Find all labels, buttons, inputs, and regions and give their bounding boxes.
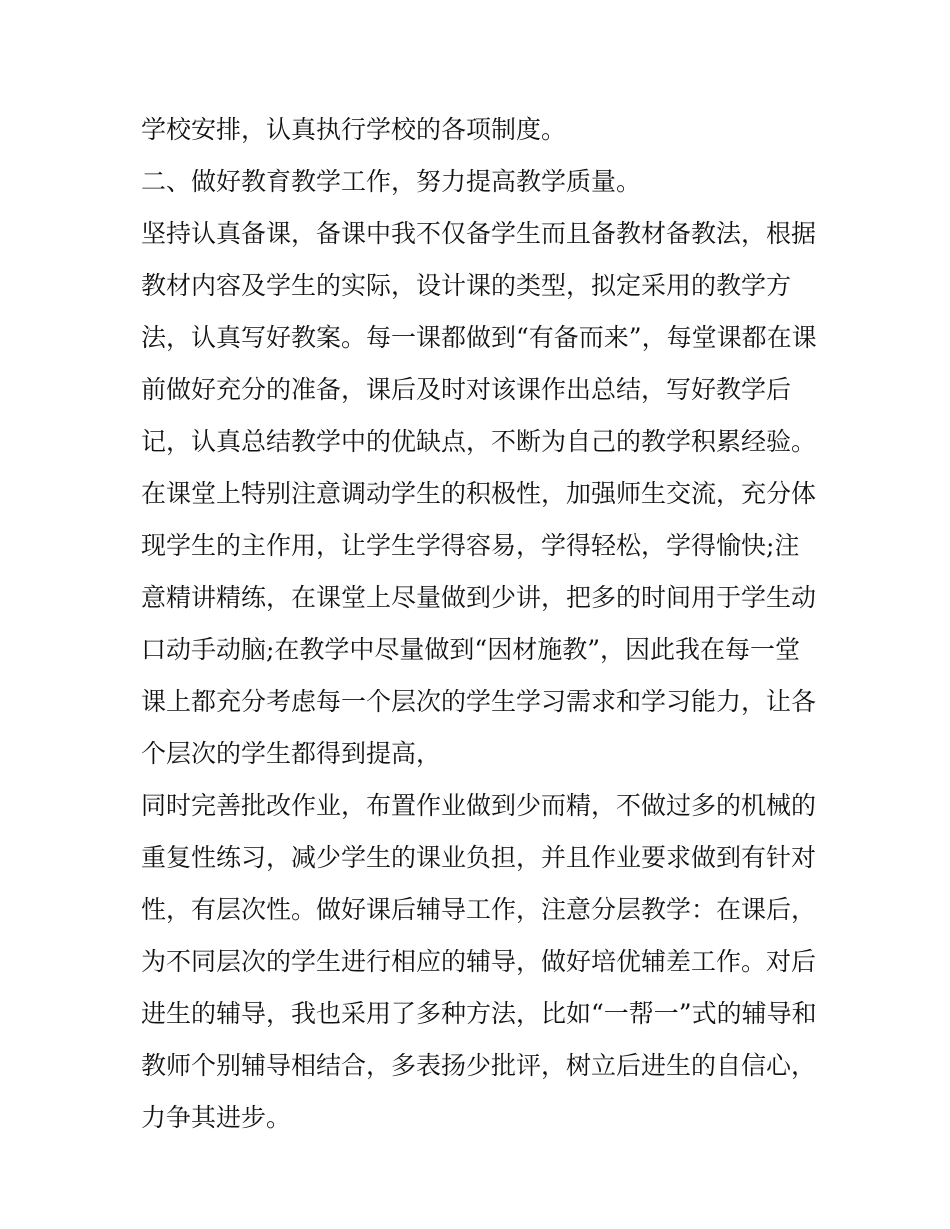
text-line: 教材内容及学生的实际，设计课的类型，拟定采用的教学方: [141, 271, 792, 300]
text-line: 学校安排，认真执行学校的各项制度。: [141, 115, 567, 144]
text-line: 口动手动脑;在教学中尽量做到“因材施教”，因此我在每一堂: [141, 635, 800, 664]
text-line: 在课堂上特别注意调动学生的积极性，加强师生交流，充分体: [141, 479, 817, 508]
document-body: [141, 104, 821, 1144]
text-line: 意精讲精练，在课堂上尽量做到少讲，把多的时间用于学生动: [141, 583, 817, 612]
text-line: 课上都充分考虑每一个层次的学生学习需求和学习能力，让各: [141, 687, 817, 716]
text-line: 法，认真写好教案。每一课都做到“有备而来”，每堂课都在课: [141, 323, 817, 352]
text-line: 个层次的学生都得到提高，: [141, 739, 442, 768]
text-line: 记，认真总结教学中的优缺点，不断为自己的教学积累经验。: [141, 427, 817, 456]
text-line: 教师个别辅导相结合，多表扬少批评，树立后进生的自信心，: [141, 1051, 817, 1080]
text-line: 前做好充分的准备，课后及时对该课作出总结，写好教学后: [141, 375, 792, 404]
text-line: 同时完善批改作业，布置作业做到少而精，不做过多的机械的: [141, 791, 817, 820]
text-line: 现学生的主作用，让学生学得容易，学得轻松，学得愉快;注: [141, 531, 800, 560]
text-line: 力争其进步。: [141, 1103, 292, 1132]
text-line: 为不同层次的学生进行相应的辅导，做好培优辅差工作。对后: [141, 947, 817, 976]
text-line: 重复性练习，减少学生的课业负担，并且作业要求做到有针对: [141, 843, 817, 872]
text-line: 进生的辅导，我也采用了多种方法，比如“一帮一”式的辅导和: [141, 999, 817, 1028]
text-line: 性，有层次性。做好课后辅导工作，注意分层教学：在课后，: [141, 895, 817, 924]
text-line: 坚持认真备课，备课中我不仅备学生而且备教材备教法，根据: [141, 219, 817, 248]
section-heading: 二、做好教育教学工作，努力提高教学质量。: [141, 167, 642, 196]
